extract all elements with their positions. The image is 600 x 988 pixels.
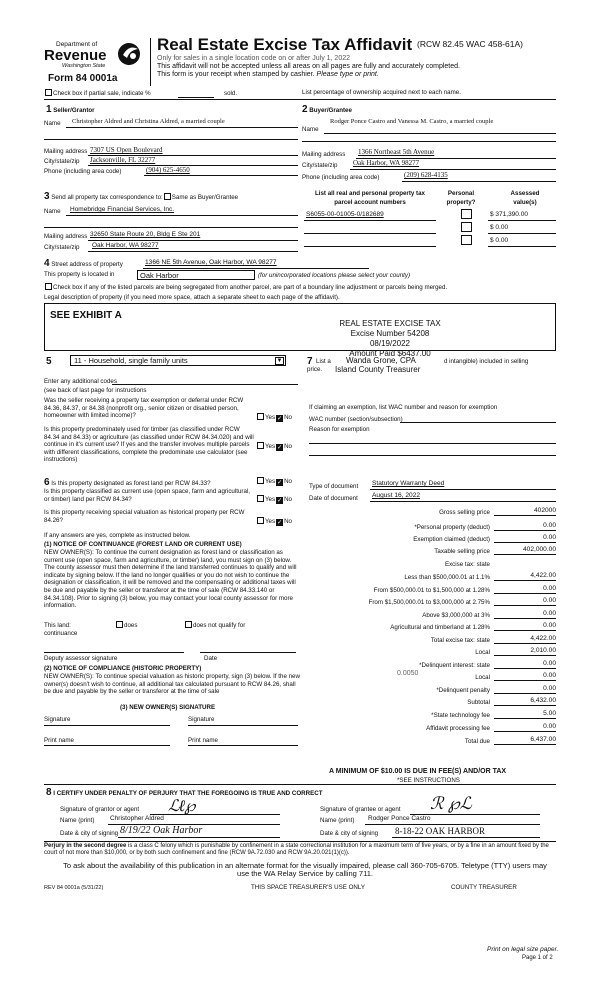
tax-row-value[interactable]: 6,432.00: [530, 697, 556, 704]
tax-row-value[interactable]: 0.00: [543, 672, 556, 679]
buyer-mail-label: Mailing address: [302, 151, 346, 158]
stamp-line: 08/19/2022: [369, 339, 411, 348]
buyer-mail[interactable]: 1366 Northeast 5th Avenue: [358, 148, 435, 156]
exemption-question: Was the seller receiving a property tax exemption or deferral under RCW 84.36, 84.37, or 84.38 (nonprofit org., senior citizen or disabled person, homeowner with limited income)?: [44, 397, 244, 419]
seller-heading: Seller/Grantor: [53, 107, 95, 114]
grantor-sig-label: Signature of grantor or agent: [60, 806, 140, 813]
stamp-line: Island County Treasurer: [335, 365, 421, 374]
tax-row-label: From $1,500,000.01 to $3,000,000 at 2.75%: [368, 599, 490, 606]
corr-city-label: City/state/zip: [44, 244, 80, 251]
current-use-no-checkbox[interactable]: ✓: [277, 498, 283, 504]
tax-row-value[interactable]: 402,000.00: [522, 546, 556, 553]
new-owner-sig-heading: (3) NEW OWNER(S) SIGNATURE: [120, 704, 216, 711]
forest-no-checkbox[interactable]: ✓: [277, 480, 283, 486]
exhibit-text: SEE EXHIBIT A: [50, 310, 122, 321]
corr-name-label: Name: [44, 208, 61, 215]
doc-type-label: Type of document: [309, 483, 359, 490]
perjury-bold: Perjury in the second degree: [44, 843, 127, 849]
new-owner-sig-label: Signature: [188, 716, 215, 723]
tax-row-value[interactable]: 4,422.00: [530, 572, 556, 579]
buyer-phone[interactable]: (209) 628-4135: [404, 171, 448, 179]
county-treasurer-label: COUNTY TREASURER: [451, 884, 517, 891]
page-number: Page 1 of 2: [522, 955, 553, 961]
doc-type[interactable]: Statutory Warranty Deed: [372, 480, 445, 487]
wac-number-label: WAC number (section/subsection): [309, 416, 403, 423]
personal-header: Personal property?: [446, 190, 476, 206]
grantee-sig-label: Signature of grantee or agent: [320, 806, 401, 813]
no-label: No: [284, 414, 293, 421]
grantor-signature: ℒℓ℘: [168, 798, 195, 815]
form-statute: (RCW 82.45 WAC 458-61A): [417, 39, 523, 49]
s7-intangible: d intangible) included in selling: [444, 358, 529, 365]
grantee-date-label: Date & city of signing: [320, 830, 379, 837]
s7-list-a: List a: [316, 358, 331, 365]
tax-row-value[interactable]: 402000: [533, 507, 556, 514]
buyer-num: 2: [302, 104, 308, 115]
tax-row-label: *Personal property (deduct): [414, 524, 490, 531]
seller-name[interactable]: Christopher Aldred and Christina Aldred, a married couple: [72, 118, 225, 125]
tax-row-label: Total due: [464, 738, 490, 745]
new-owner-sig-label: Signature: [44, 716, 71, 723]
chevron-down-icon[interactable]: ▼: [276, 358, 283, 364]
loc-num: 4: [44, 258, 50, 269]
tax-row-value[interactable]: 0.00: [543, 534, 556, 541]
if-yes-note: If any answers are yes, complete as instructed below.: [44, 532, 191, 539]
grantee-date-city[interactable]: 8-18-22 OAK HARBOR: [395, 826, 485, 836]
yes-label: Yes: [265, 496, 276, 503]
no-label: No: [284, 443, 293, 450]
corr-label: Send all property tax correspondence to:: [51, 194, 163, 201]
tax-row-label: Subtotal: [467, 699, 490, 706]
header-sub3b: Please type or print.: [316, 71, 379, 78]
notice-continuance-heading: (1) NOTICE OF CONTINUANCE (FOREST LAND OR CURRENT USE): [44, 541, 242, 548]
wac-heading: If claiming an exemption, list WAC number and reason for exemption: [309, 404, 498, 411]
notice-compliance-text: NEW OWNER(S): To continue special valuation as historic property, sign (3) below. If the new owner(s) doesn't wish to continue, all additional tax calculated pursuant to RCW 84.26, shall be due and payable by the seller or transferor at the time of sale: [44, 673, 300, 696]
stamp-line: REAL ESTATE EXCISE TAX: [339, 319, 441, 328]
grantee-signature: ℛ ℘ℒ: [430, 794, 472, 813]
stamp-line: Wanda Grone, CPA: [346, 356, 416, 365]
property-street[interactable]: 1366 NE 5th Avenue, Oak Harbor, WA 98277: [145, 259, 277, 266]
header-sub1: Only for sales in a single location code on or after July 1, 2022: [157, 55, 350, 62]
deputy-signature-label: Deputy assessor signature: [44, 655, 118, 662]
tax-row-label: Agricultural and timberland at 1.28%: [390, 624, 490, 631]
tax-row-label: Less than $500,000.01 at 1.1%: [404, 574, 490, 581]
grantor-date-city[interactable]: 8/19/22 Oak Harbor: [120, 825, 203, 836]
corr-same-label: Same as Buyer/Grantee: [171, 194, 239, 201]
exemption-no-checkbox[interactable]: ✓: [277, 416, 283, 422]
treasurer-space-label: THIS SPACE TREASURER'S USE ONLY: [251, 884, 365, 891]
tax-row-label: *Delinquent penalty: [436, 687, 490, 694]
treasurer-stamp: [310, 319, 470, 359]
alt-format-note: To ask about the availability of this publication in an alternate format for the visually impaired, please call 360-705-6705. Teletype (TTY) users may use the WA Relay Service by calling 711.: [63, 861, 547, 878]
grantor-date-label: Date & city of signing: [60, 830, 119, 837]
state-label: Washington State: [62, 63, 106, 69]
corr-mail-label: Mailing address: [44, 233, 88, 240]
tax-row-value[interactable]: 0.00: [543, 622, 556, 629]
perjury-text: is a class C felony which is punishable by confinement in a state correctional institution for a maximum term of five years, or by a fine in an amount fixed by the court of not more than $10,000, or by both such confinement and fine (RCW 9A.72.030 and RCW 9A.20.021(1)(c)).: [44, 843, 549, 856]
does-not-label: does not qualify for: [193, 622, 246, 629]
dor-logo: [42, 41, 147, 71]
doc-date-label: Date of document: [309, 495, 358, 502]
form-title: Real Estate Excise Tax Affidavit: [157, 35, 413, 54]
yes-label: Yes: [265, 414, 276, 421]
tax-row-label: From $500,000.01 to $1,500,000 at 1.28%: [373, 587, 490, 594]
assessed-value[interactable]: $ 0.00: [490, 237, 509, 244]
tax-row-label: Exemption claimed (deduct): [413, 536, 490, 543]
personal-property-checkbox[interactable]: [461, 209, 472, 219]
stamp-line: Excise Number 54208: [350, 329, 430, 338]
minimum-note: A MINIMUM OF $10.00 IS DUE IN FEE(S) AND/OR TAX: [329, 768, 507, 775]
buyer-name-label: Name: [302, 126, 319, 133]
yes-label: Yes: [265, 478, 276, 485]
dept-label: Department of: [56, 41, 98, 48]
print-name-label: Print name: [188, 737, 218, 744]
codes-label: Enter any additional codes: [44, 378, 117, 385]
revenue-wordmark: Revenue: [44, 47, 107, 64]
assessed-value[interactable]: $ 0.00: [490, 224, 509, 231]
yes-label: Yes: [265, 443, 276, 450]
street-label: Street address of property: [51, 261, 123, 268]
historic-no-checkbox[interactable]: ✓: [277, 520, 283, 526]
forest-yes-checkbox[interactable]: [257, 477, 264, 484]
current-use-question: Is this property classified as current use (open space, farm and agricultural, or timber) land per RCW 84.34?: [44, 488, 251, 503]
tax-row-label: Local: [475, 649, 490, 656]
cert-text: I CERTIFY UNDER PENALTY OF PERJURY THAT THE FOREGOING IS TRUE AND CORRECT: [53, 790, 323, 797]
located-select[interactable]: Oak Harbor: [137, 270, 255, 280]
tax-row-label: *State technology fee: [431, 712, 490, 719]
this-land-label: This land:: [44, 622, 71, 629]
segregated-label: Check box if any of the listed parcels are being segregated from another parcel, are part of a boundary line adjustment or parcels being merged.: [53, 284, 448, 291]
partial-sale-label: Check box if partial sale, indicate %: [53, 90, 151, 97]
minimum-instructions: *SEE INSTRUCTIONS: [397, 777, 460, 784]
s6-num: 6: [44, 477, 50, 488]
seller-num: 1: [46, 104, 52, 115]
stamp-line: Amount Paid $6437.00: [349, 349, 431, 358]
cert-num: 8: [46, 787, 52, 798]
tax-row-value[interactable]: 0.00: [543, 660, 556, 667]
tax-row-value[interactable]: 0.00: [543, 610, 556, 617]
corr-name[interactable]: Homebridge Financial Services, Inc.: [70, 206, 175, 213]
buyer-city[interactable]: Oak Harbor, WA 98277: [353, 159, 420, 167]
historic-yes-checkbox[interactable]: [257, 517, 264, 524]
tax-row-value[interactable]: 0.00: [543, 597, 556, 604]
buyer-heading: Buyer/Grantee: [309, 107, 352, 114]
timber-yes-checkbox[interactable]: [257, 442, 264, 449]
corr-mail[interactable]: 32650 State Route 20, Bldg E Ste 201: [90, 231, 201, 238]
doc-date[interactable]: August 16, 2022: [372, 492, 421, 499]
seller-city-label: City/state/zip: [44, 158, 80, 165]
buyer-city-label: City/state/zip: [302, 162, 338, 169]
local-rate: 0.0050: [397, 670, 419, 677]
tax-row-label: Above $3,000,000 at 3%: [422, 612, 490, 619]
legal-size-note: Print on legal size paper.: [487, 946, 559, 953]
header-sub3: This form is your receipt when stamped by cashier.: [157, 71, 315, 78]
tax-row-label: *Delinquent interest: state: [419, 662, 490, 669]
notice-compliance-heading: (2) NOTICE OF COMPLIANCE (HISTORIC PROPERTY): [44, 665, 202, 672]
wac-reason-label: Reason for exemption: [309, 426, 370, 433]
form-number: Form 84 0001a: [48, 73, 118, 84]
tax-row-value[interactable]: 2,010.00: [530, 647, 556, 654]
s5-num: 5: [46, 356, 52, 367]
continuance-label: continuance: [44, 630, 78, 637]
s7-price: price.: [307, 366, 323, 373]
partial-sold-label: sold.: [224, 90, 238, 97]
current-use-yes-checkbox[interactable]: [257, 495, 264, 502]
grantor-name-label: Name (print): [60, 817, 95, 824]
segregated-checkbox[interactable]: [45, 283, 52, 290]
does-label: does: [124, 622, 138, 629]
land-does-not-checkbox[interactable]: [185, 621, 192, 628]
seller-phone-label: Phone (including area code): [44, 168, 122, 175]
notice-continuance-text: NEW OWNER(S): To continue the current designation as forest land or classification as current use (open space, farm and agriculture, or timber) land, you must sign on (3) below. The county assessor must then determine if the land transferred continues to qualify and will indicate by signing below. If the land no longer qualifies or you do not wish to continue the designation or classification, it will be removed and the compensating or additional taxes will be due and payable by the seller or transferor at the time of sale (RCW 84.33.140 or 84.34.108). Prior to signing (3) below, you may contact your local county assessor for more information.: [44, 549, 297, 610]
seller-mail-label: Mailing address: [44, 148, 88, 155]
tax-row-label: Excise tax: state: [444, 561, 490, 568]
corr-city[interactable]: Oak Harbor, WA 98277: [92, 242, 159, 249]
assessed-header: Assessed value(s): [510, 190, 540, 206]
codes-instructions: (see back of last page for instructions: [44, 387, 147, 394]
forest-question: Is this property designated as forest land per RCW 84.33?: [51, 480, 211, 487]
land-does-checkbox[interactable]: [116, 621, 123, 628]
tax-row-value[interactable]: 0.00: [543, 522, 556, 529]
tax-row-value[interactable]: 0.00: [543, 723, 556, 730]
personal-property-checkbox[interactable]: [461, 235, 472, 245]
seller-name-label: Name: [44, 120, 61, 127]
parcel-header: List all real and personal property tax parcel account numbers: [314, 190, 426, 206]
assessed-value[interactable]: $ 371,390.00: [490, 211, 528, 218]
tax-row-value[interactable]: 0.00: [543, 685, 556, 692]
parcel-number[interactable]: S6055-00-01005-0/182689: [306, 211, 384, 218]
timber-no-checkbox[interactable]: ✓: [277, 445, 283, 451]
rev-label: REV 84 0001a (5/31/22): [44, 885, 104, 891]
seller-phone[interactable]: (904) 625-4650: [146, 166, 190, 174]
grantee-name-label: Name (print): [320, 817, 355, 824]
dor-logo-icon: [116, 41, 143, 66]
tax-row-label: Affidavit processing fee: [426, 725, 490, 732]
seller-mail[interactable]: 7307 US Open Boulevard: [90, 146, 163, 154]
no-label: No: [284, 478, 293, 485]
tax-row-label: Local: [475, 674, 490, 681]
corr-num: 3: [44, 191, 50, 202]
buyer-phone-label: Phone (including area code): [302, 174, 380, 181]
tax-row-value[interactable]: 5.00: [543, 710, 556, 717]
partial-sale-checkbox[interactable]: [45, 89, 52, 96]
grantor-name[interactable]: Christopher Aldred: [110, 815, 164, 822]
located-note: (for unincorporated locations please select your county): [258, 272, 411, 279]
use-code-select[interactable]: 11 - Household, single family units ▼: [70, 355, 286, 366]
tax-row-label: Gross selling price: [439, 509, 490, 516]
tax-row-label: Total excise tax: state: [430, 637, 490, 644]
header-sub2: This affidavit will not be accepted unless all areas on all pages are fully and accurately completed.: [157, 63, 460, 70]
exemption-yes-checkbox[interactable]: [257, 413, 264, 420]
tax-row-value[interactable]: 4,422.00: [530, 635, 556, 642]
deputy-date-label: Date: [204, 655, 218, 662]
no-label: No: [284, 518, 293, 525]
tax-row-label: Taxable selling price: [434, 548, 490, 555]
located-label: This property is located in: [44, 271, 115, 278]
ownership-note: List percentage of ownership acquired next to each name.: [302, 89, 461, 96]
no-label: No: [284, 496, 293, 503]
timber-question: Is this property predominately used for timber (as classified under RCW 84.34 and 84.33) or agriculture (as classified under RCW 84.34.020) and will continue in it's current use? If yes and the transfer involves multiple parcels with different classifications, complete the predominate use calculator (see instructions): [44, 426, 254, 463]
personal-property-checkbox[interactable]: [461, 222, 472, 232]
tax-row-value[interactable]: 6,437.00: [530, 736, 556, 743]
buyer-name[interactable]: Rodger Ponce Castro and Vanessa M. Castro, a married couple: [330, 118, 494, 125]
same-as-buyer-checkbox[interactable]: [164, 193, 171, 200]
print-name-label: Print name: [44, 737, 74, 744]
grantee-name[interactable]: Rodger Ponce Castro: [368, 815, 431, 822]
seller-city[interactable]: Jacksonville, FL 32277: [90, 156, 156, 164]
s7-num: 7: [307, 356, 313, 367]
historic-question: Is this property receiving special valuation as historical property per RCW 84.26?: [44, 509, 245, 524]
tax-row-value[interactable]: 0.00: [543, 585, 556, 592]
legal-desc-label: Legal description of property (if you need more space, attach a separate sheet to each page of the affidavit).: [44, 294, 340, 301]
yes-label: Yes: [265, 518, 276, 525]
